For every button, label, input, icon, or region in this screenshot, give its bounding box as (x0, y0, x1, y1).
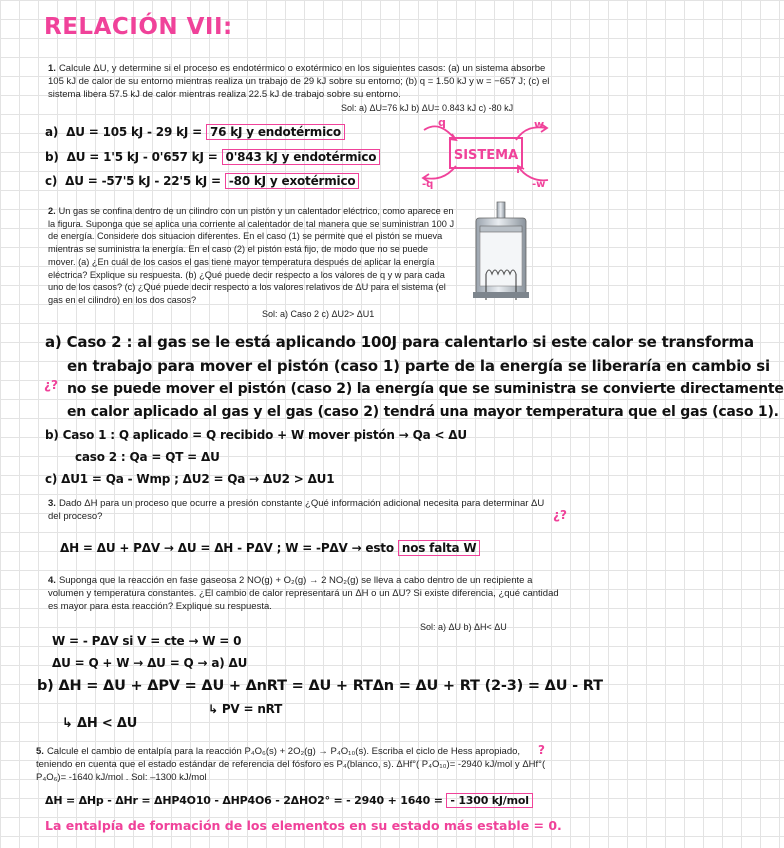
problem-3-text: Dado ΔH para un proceso que ocurre a presión constante ¿Qué información adicional necesita para determinar ΔU del proceso? (48, 498, 545, 522)
p5-answer-box: - 1300 kJ/mol (446, 793, 532, 808)
heat-out-label: -q (422, 179, 434, 190)
p2-answer-a-line2: en trabajo para mover el pistón (caso 1) parte de la energía se liberaría en cambio si (67, 357, 770, 375)
p2-answer-b-line1: b) Caso 1 : Q aplicado = Q recibido + W mover pistón → Qa < ΔU (45, 428, 467, 442)
problem-5-text: Calcule el cambio de entalpía para la reacción P₄O₆(s) + 2O₂(g) → P₄O₁₀(s). Escriba el ciclo de Hess apropiado, teniendo en cuenta que el estado estándar de referencia del fósforo es P₄(blanco, s). ΔHf°( P₄O₁₀)= -2940 kJ/mol y ΔHf°( P₄O₆)= -1640 kJ/mol . Sol: –1300 kJ/mol (36, 746, 546, 783)
problem-1-statement (48, 62, 556, 101)
page-title: RELACIÓN VII: (44, 14, 233, 40)
p4-answer-line5: ↳ ΔH < ΔU (62, 716, 138, 731)
piston-cylinder-figure (470, 200, 532, 305)
problem-2-number: 2. (48, 206, 56, 216)
work-out-label: w (534, 118, 545, 131)
problem-1-solution: Sol: a) ΔU=76 kJ b) ΔU= 0.843 kJ c) -80 kJ (341, 103, 514, 113)
work-in-label: -w (532, 179, 546, 190)
p1-result-b-box: 0'843 kJ y endotérmico (222, 149, 381, 165)
problem-3-statement (48, 497, 556, 523)
problem-4-solution: Sol: a) ΔU b) ΔH< ΔU (420, 622, 507, 632)
problem-5-number: 5. (36, 746, 44, 757)
problem-2-text: Un gas se confina dentro de un cilindro con un pistón y un calentador eléctrico, como aparece en la figura. Suponga que se aplica una corriente al calentador de tal manera que se suministran 100 J de energía. Considere dos situacion diferentes. En el caso (1) se permite que el pistón se mueva mientras se suministra la energía. En el caso (2) el pistón está fijo, de modo que no se puede mover. (a) ¿En cuál de los casos el gas tiene mayor temperatura después de aplicar la energía eléctrica? Explique su respuesta. (b) ¿Qué puede decir respecto a los valores de q y w para cada uno de los casos? (c) ¿Qué puede decir respecto a los valores relativos de ΔU para el sistema (el gas en el cilindro) en los dos casos? (48, 206, 455, 305)
p3-answer: ΔH = ΔU + PΔV → ΔU = ΔH - PΔV ; W = -PΔV → esto nos falta W (60, 541, 480, 555)
p2-margin-question: ¿? (44, 378, 58, 392)
p5-note: La entalpía de formación de los elementos en su estado más estable = 0. (45, 818, 562, 833)
p4-answer-line1: W = - PΔV si V = cte → W = 0 (52, 634, 242, 648)
problem-1-number: 1. (48, 63, 56, 74)
p3-answer-box: nos falta W (398, 540, 481, 556)
p2-answer-a-line4: en calor aplicado al gas y el gas (caso 2) tendrá una mayor temperatura que el gas (caso 1). (67, 404, 779, 420)
p1-answer-b: b) ΔU = 1'5 kJ - 0'657 kJ = 0'843 kJ y endotérmico (45, 150, 380, 164)
p5-answer: ΔH = ΔHp - ΔHr = ΔHP4O10 - ΔHP4O6 - 2ΔHO2° = - 2940 + 1640 = - 1300 kJ/mol (45, 794, 533, 807)
piston-head (480, 226, 522, 232)
problem-5-statement (36, 745, 554, 784)
p2-answer-c: c) ΔU1 = Qa - Wmp ; ΔU2 = Qa → ΔU2 > ΔU1 (45, 472, 335, 486)
p4-answer-line2: ΔU = Q + W → ΔU = Q → a) ΔU (52, 656, 248, 670)
problem-4-number: 4. (48, 575, 56, 586)
p1-answer-a: a) ΔU = 105 kJ - 29 kJ = 76 kJ y endotérmico (45, 125, 345, 139)
problem-2-solution: Sol: a) Caso 2 c) ΔU2> ΔU1 (262, 309, 375, 319)
p1-result-c-box: -80 kJ y exotérmico (225, 173, 360, 189)
system-energy-diagram (416, 118, 556, 188)
problem-2-statement (48, 205, 458, 307)
p3-margin-question: ¿? (553, 508, 567, 522)
problem-1-text: Calcule ΔU, y determine si el proceso es endotérmico o exotérmico en los siguientes casos: (a) un sistema absorbe 105 kJ de calor de su entorno mientras realiza un trabajo de 29 kJ sobre su entorno; (b) q = 1.50 kJ y w = −657 J; (c) el sistema libera 57.5 kJ de calor mientras realiza 22.5 kJ de trabajo sobre su entorno. (48, 63, 550, 100)
p4-answer-line3: b) ΔH = ΔU + ΔPV = ΔU + ΔnRT = ΔU + RTΔn = ΔU + RT (2-3) = ΔU - RT (37, 678, 603, 694)
p1-answer-c: c) ΔU = -57'5 kJ - 22'5 kJ = -80 kJ y exotérmico (45, 174, 359, 188)
system-label: SISTEMA (453, 148, 519, 163)
cylinder-base (473, 292, 529, 298)
p5-margin-question: ? (538, 743, 545, 757)
p2-answer-a-line1: a) Caso 2 : al gas se le está aplicando 100J para calentarlo si este calor se transforma (45, 333, 754, 351)
p2-answer-a-line3: no se puede mover el pistón (caso 2) la energía que se suministra se convierte directamente (67, 381, 784, 397)
problem-4-statement (48, 574, 563, 613)
heat-in-label: q (438, 116, 446, 129)
p2-answer-b-line2: caso 2 : Qa = QT = ΔU (75, 450, 220, 464)
problem-3-number: 3. (48, 498, 56, 509)
p1-result-a-box: 76 kJ y endotérmico (206, 124, 345, 140)
p4-answer-line4: ↳ PV = nRT (208, 702, 283, 716)
problem-4-text: Suponga que la reacción en fase gaseosa 2 NO(g) + O₂(g) → 2 NO₂(g) se lleva a cabo dentro de un recipiente a volumen y temperatura constantes. ¿El cambio de calor representará un ΔH o un ΔU? Si existe diferencia, ¿qué cantidad es mayor para esta reacción? Explique su respuesta. (48, 575, 559, 612)
